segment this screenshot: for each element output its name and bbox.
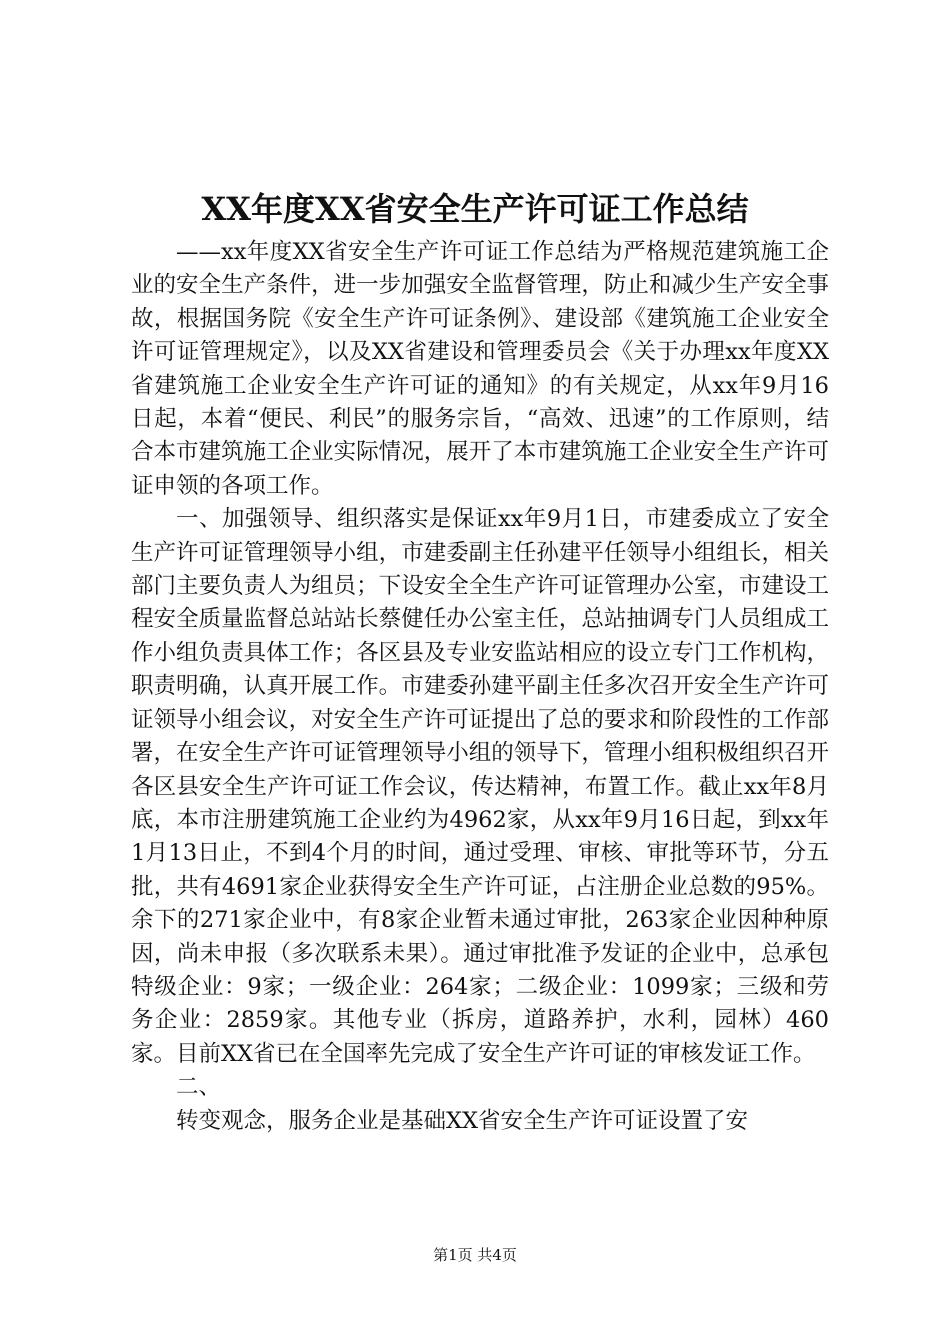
paragraph-section-2-heading: 二、 <box>176 1074 222 1101</box>
page-number-footer: 第1页 共4页 <box>433 1246 517 1264</box>
document-body <box>131 236 829 1138</box>
paragraph-section-2: 转变观念，服务企业是基础XX省安全生产许可证设置了安 <box>176 1107 749 1134</box>
paragraph-intro: ——xx年度XX省安全生产许可证工作总结为严格规范建筑施工企业的安全生产条件，进一步加强安全监督管理，防止和减少生产安全事故，根据国务院《安全生产许可证条例》、建设部《建筑施工企业安全许可证管理规定》，以及XX省建设和管理委员会《关于办理xx年度XX省建筑施工企业安全生产许可证的通知》的有关规定，从xx年9月16日起，本着“便民、利民”的服务宗旨，“高效、迅速”的工作原则，结合本市建筑施工企业实际情况，展开了本市建筑施工企业安全生产许可证申领的各项工作。 <box>131 239 829 499</box>
document-title: XX年度XX省安全生产许可证工作总结 <box>201 190 749 228</box>
paragraph-section-1: 一、加强领导、组织落实是保证xx年9月1日，市建委成立了安全生产许可证管理领导小组，市建委副主任孙建平任领导小组组长，相关部门主要负责人为组员；下设安全全生产许可证管理办公室，市建设工程安全质量监督总站站长蔡健任办公室主任，总站抽调专门人员组成工作小组负责具体工作；各区县及专业安监站相应的设立专门工作机构，职责明确，认真开展工作。市建委孙建平副主任多次召开安全生产许可证领导小组会议，对安全生产许可证提出了总的要求和阶段性的工作部署，在安全生产许可证管理领导小组的领导下，管理小组积极组织召开各区县安全生产许可证工作会议，传达精神，布置工作。截止xx年8月底，本市注册建筑施工企业约为4962家，从xx年9月16日起，到xx年1月13日止，不到4个月的时间，通过受理、审核、审批等环节，分五批，共有4691家企业获得安全生产许可证，占注册企业总数的95%。余下的271家企业中，有8家企业暂未通过审批，263家企业因种种原因，尚未申报（多次联系未果）。通过审批准予发证的企业中，总承包特级企业：9家；一级企业：264家；二级企业：1099家；三级和劳务企业：2859家。其他专业（拆房，道路养护，水利，园林）460家。目前XX省已在全国率先完成了安全生产许可证的审核发证工作。 <box>131 506 829 1067</box>
